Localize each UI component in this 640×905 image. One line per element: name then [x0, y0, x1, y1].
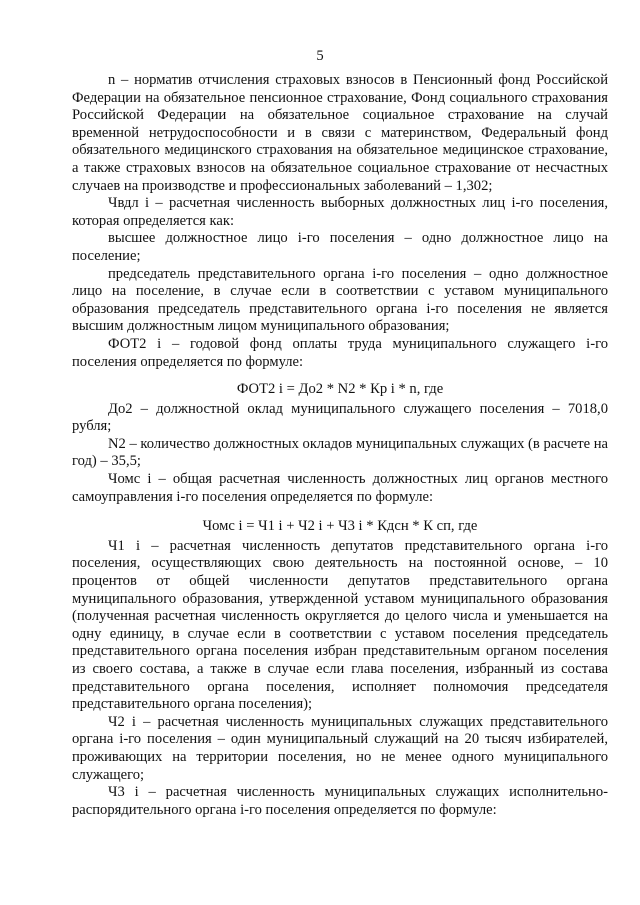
paragraph-highest-official: высшее должностное лицо i-го поселения – одно должностное лицо на поселение;: [72, 230, 608, 264]
paragraph-ch3: Ч3 i – расчетная численность муниципальных служащих исполнительно-распорядительного органа i-го поселения определяется по формуле:: [72, 784, 608, 818]
page-number: 5: [316, 48, 324, 64]
formula-fot2: ФОТ2 i = До2 * N2 * Кр i * n, где: [236, 381, 444, 398]
paragraph-ch2: Ч2 i – расчетная численность муниципальных служащих представительного органа i-го поселения – один муниципальный служащий на 20 тысяч избирателей, проживающих на территории поселения, но не менее одного муниципального служащего;: [72, 713, 608, 783]
paragraph-fot2: ФОТ2 i – годовой фонд оплаты труда муниципального служащего i-го поселения определяется по формуле:: [72, 335, 608, 370]
paragraph-chomc: Чомс i – общая расчетная численность должностных лиц органов местного самоуправления i-го поселения определяется по формуле:: [72, 471, 608, 505]
paragraph-n-coefficient: n – норматив отчисления страховых взносов в Пенсионный фонд Российской Федерации на обязательное пенсионное страхование, Фонд социального страхования Российской Федерации на обязательное социальное страхование на случай временной нетрудоспособности и в связи с материнством, Федеральный фонд обязательного медицинского страхования на обязательное медицинское страхование, а также страховых взносов на обязательное социальное страхование от несчастных случаев на производстве и профессиональных заболеваний – 1,302;: [72, 72, 608, 194]
document-body: [72, 72, 608, 819]
paragraph-ch1: Ч1 i – расчетная численность депутатов представительного органа i-го поселения, осуществляющих свою деятельность на постоянной основе, – 10 процентов от общей численности депутатов представительного органа муниципального образования, утвержденной уставом муниципального образования (полученная расчетная численность округляется до целого числа и уменьшается на одну единицу, в случае если в соответствии с уставом поселения председатель представительного органа поселения избран представительным органом поселения из своего состава, а также в случае если глава поселения, избранный из состава представительного органа поселения, исполняет полномочия председателя представительного органа поселения);: [72, 537, 608, 713]
paragraph-n2: N2 – количество должностных окладов муниципальных служащих (в расчете на год) – 35,5;: [72, 435, 609, 470]
paragraph-elected-officials: Чвдл i – расчетная численность выборных должностных лиц i-го поселения, которая определяется как:: [72, 195, 608, 229]
paragraph-chairman: председатель представительного органа i-го поселения – одно должностное лицо на поселение, в случае если в соответствии с уставом муниципального образования председатель представительного органа i-го поселения не является высшим должностным лицом муниципального образования;: [72, 265, 608, 335]
paragraph-do2: До2 – должностной оклад муниципального служащего поселения – 7018,0 рубля;: [72, 400, 608, 435]
formula-chomc: Чомс i = Ч1 i + Ч2 i + Ч3 i * Кдсн * К сп, где: [202, 518, 478, 535]
